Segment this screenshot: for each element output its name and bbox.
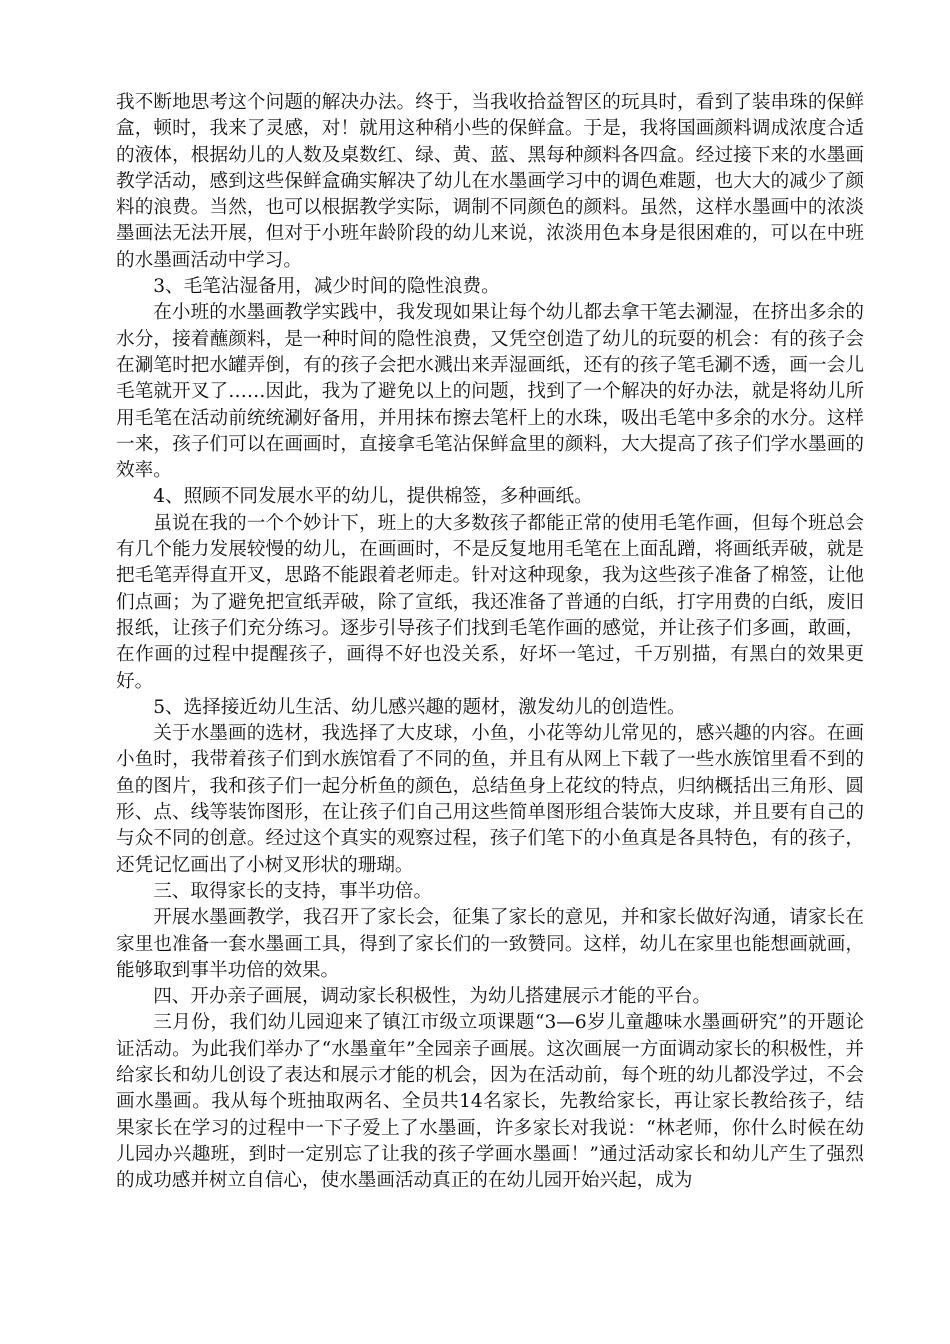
paragraph-different-levels: 虽说在我的一个个妙计下，班上的大多数孩子都能正常的使用毛笔作画，但每个班总会有几个能力发展较慢的幼儿，在画画时，不是反复地用毛笔在上面乱蹭，将画纸弄破，就是把毛笔弄得直开叉，思路不能跟着老师走。针对这种现象，我为这些孩子准备了棉签，让他们点画；为了避免把宣纸弄破，除了宣纸，我还准备了普通的白纸，打字用费的白纸，废旧报纸，让孩子们充分练习。逐步引导孩子们找到毛笔作画的感觉，并让孩子们多画，敢画，在作画的过程中提醒孩子，画得不好也没关系，好坏一笔过，千万别描，有黑白的效果更好。 [116, 512, 864, 692]
paragraph-brush-preparation: 在小班的水墨画教学实践中，我发现如果让每个幼儿都去拿干笔去涮湿，在挤出多余的水分，接着蘸颜料，是一种时间的隐性浪费，又凭空创造了幼儿的玩耍的机会：有的孩子会在涮笔时把水罐弄倒，有的孩子会把水溅出来弄湿画纸，还有的孩子笔毛涮不透，画一会儿毛笔就开叉了……因此，我为了避免以上的问题，找到了一个解决的好办法，就是将幼儿所用毛笔在活动前统统涮好备用，并用抹布擦去笔杆上的水珠，吸出毛笔中多余的水分。这样一来，孩子们可以在画画时，直接拿毛笔沾保鲜盒里的颜料，大大提高了孩子们学水墨画的效率。 [116, 302, 864, 482]
heading-3-brush-preparation: 3、毛笔沾湿备用，减少时间的隐性浪费。 [153, 276, 500, 298]
document-page [116, 90, 864, 1194]
paragraph-parents-support: 开展水墨画教学，我召开了家长会，征集了家长的意见，并和家长做好沟通，请家长在家里也准备一套水墨画工具，得到了家长们的一致赞同。这样，幼儿在家里也能想画就画，能够取到事半功倍的效果。 [116, 907, 864, 981]
heading-4-different-levels: 4、照顾不同发展水平的幼儿，提供棉签，多种画纸。 [153, 486, 593, 508]
paragraph-continuation: 我不断地思考这个问题的解决办法。终于，当我收拾益智区的玩具时，看到了装串珠的保鲜盒，顿时，我来了灵感，对！就用这种稍小些的保鲜盒。于是，我将国画颜料调成浓度合适的液体，根据幼儿的人数及桌数红、绿、黄、蓝、黑每种颜料各四盒。经过接下来的水墨画教学活动，感到这些保鲜盒确实解决了幼儿在水墨画学习中的调色难题，也大大的减少了颜料的浪费。当然，也可以根据教学实际，调制不同颜色的颜料。虽然，这样水墨画中的浓淡墨画法无法开展，但对于小班年龄阶段的幼儿来说，浓淡用色本身是很困难的，可以在中班的水墨画活动中学习。 [116, 92, 864, 271]
paragraph-subject-choice: 关于水墨画的选材，我选择了大皮球，小鱼，小花等幼儿常见的，感兴趣的内容。在画小鱼时，我带着孩子们到水族馆看了不同的鱼，并且有从网上下载了一些水族馆里看不到的鱼的图片，我和孩子们一起分析鱼的颜色，总结鱼身上花纹的特点，归纳概括出三角形、圆形、点、线等装饰图形，在让孩子们自己用这些简单图形组合装饰大皮球，并且要有自己的与众不同的创意。经过这个真实的观察过程，孩子们笔下的小鱼真是各具特色，有的孩子，还凭记忆画出了小树叉形状的珊瑚。 [116, 723, 864, 876]
heading-section-3-parents: 三、取得家长的支持，事半功倍。 [153, 880, 433, 902]
heading-section-4-exhibition: 四、开办亲子画展，调动家长积极性，为幼儿搭建展示才能的平台。 [153, 986, 712, 1008]
heading-5-subject-choice: 5、选择接近幼儿生活、幼儿感兴趣的题材，激发幼儿的创造性。 [153, 696, 686, 718]
paragraph-exhibition: 三月份，我们幼儿园迎来了镇江市级立项课题“3—6岁儿童趣味水墨画研究”的开题论证活动。为此我们举办了“水墨童年”全园亲子画展。这次画展一方面调动家长的积极性，并给家长和幼儿创设了表达和展示才能的机会，因为在活动前，每个班的幼儿都没学过，不会画水墨画。我从每个班抽取两名、全员共14名家长，先教给家长，再让家长教给孩子，结果家长在学习的过程中一下子爱上了水墨画，许多家长对我说：“林老师，你什么时候在幼儿园办兴趣班，到时一定别忘了让我的孩子学画水墨画！”通过活动家长和幼儿产生了强烈的成功感并树立自信心，使水墨画活动真正的在幼儿园开始兴起，成为 [116, 1012, 864, 1192]
